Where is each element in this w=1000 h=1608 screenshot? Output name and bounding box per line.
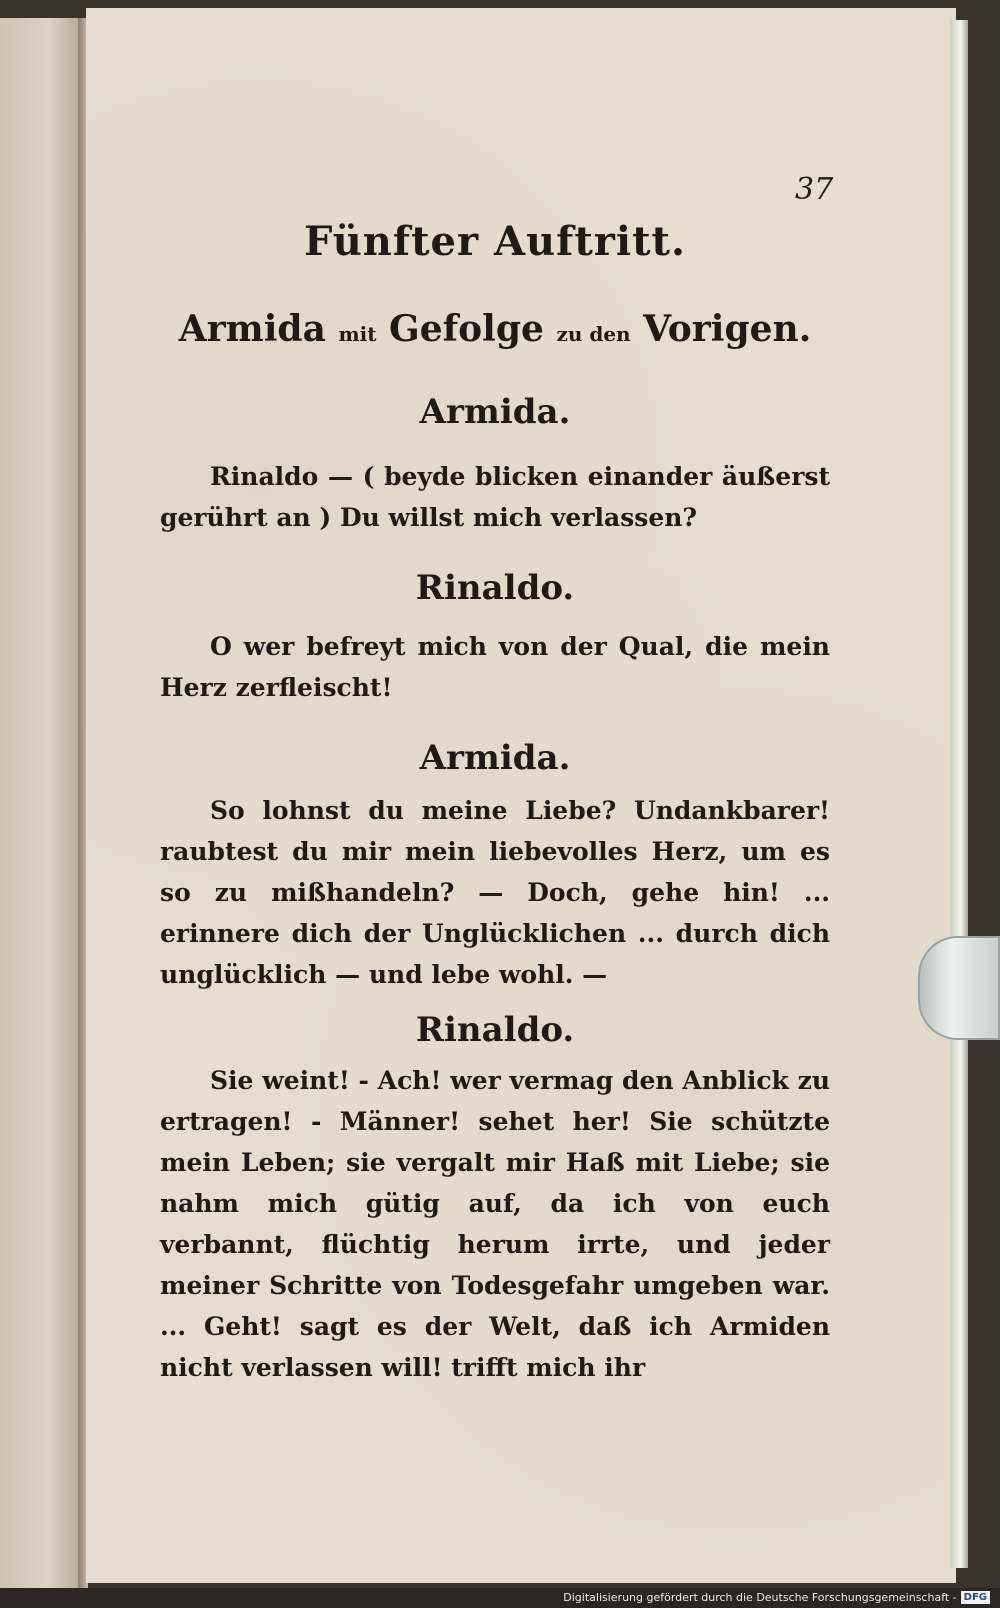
speaker-heading: Armida. — [419, 392, 571, 432]
dialogue-paragraph: Sie weint! - Ach! wer vermag den Anblick zu ertragen! - Männer! sehet her! Sie schützte mein Leben; sie vergalt mir Haß mit Liebe; sie nahm mich gütig auf, da ich von euch verbannt, flüchtig herum irrte, und jeder meiner Schritte von Todesgefahr umgeben war. ... Geht! sagt es der Welt, daß ich Armiden nicht verlassen will! trifft mich ihr — [160, 1066, 830, 1382]
scene-title: Fünfter Auftritt. — [304, 218, 686, 265]
digitization-credit — [563, 1591, 990, 1604]
cast-line — [160, 308, 830, 350]
speaker-heading: Rinaldo. — [415, 568, 575, 608]
dfg-logo: DFG — [961, 1591, 990, 1604]
dialogue-paragraph: O wer befreyt mich von der Qual, die mein Herz zerfleischt! — [160, 632, 830, 702]
dialogue-paragraph: Rinaldo — ( beyde blicken einander äußerst gerührt an ) Du willst mich verlassen? — [160, 462, 830, 532]
speaker-heading: Rinaldo. — [415, 1010, 575, 1050]
dialogue-paragraph: So lohnst du meine Liebe? Undankbarer! raubtest du mir mein liebevolles Herz, um es so zu mißhandeln? — Doch, gehe hin! ... erinnere dich der Unglücklichen ... durch dich unglücklich — und lebe wohl. — — [160, 796, 830, 989]
cast-name-armida: Armida — [178, 308, 326, 350]
speaker-heading: Armida. — [419, 738, 571, 778]
credit-text: Digitalisierung gefördert durch die Deutsche Forschungsgemeinschaft - — [563, 1591, 957, 1604]
page-edge — [950, 20, 968, 1568]
cast-word-mit: mit — [338, 322, 377, 346]
page-clip — [918, 936, 1000, 1040]
cast-word-vorigen: Vorigen. — [643, 308, 812, 350]
facing-page — [0, 18, 80, 1588]
cast-word-gefolge: Gefolge — [389, 308, 544, 350]
cast-word-zu-den: zu den — [556, 322, 631, 346]
page-number: 37 — [795, 172, 834, 207]
